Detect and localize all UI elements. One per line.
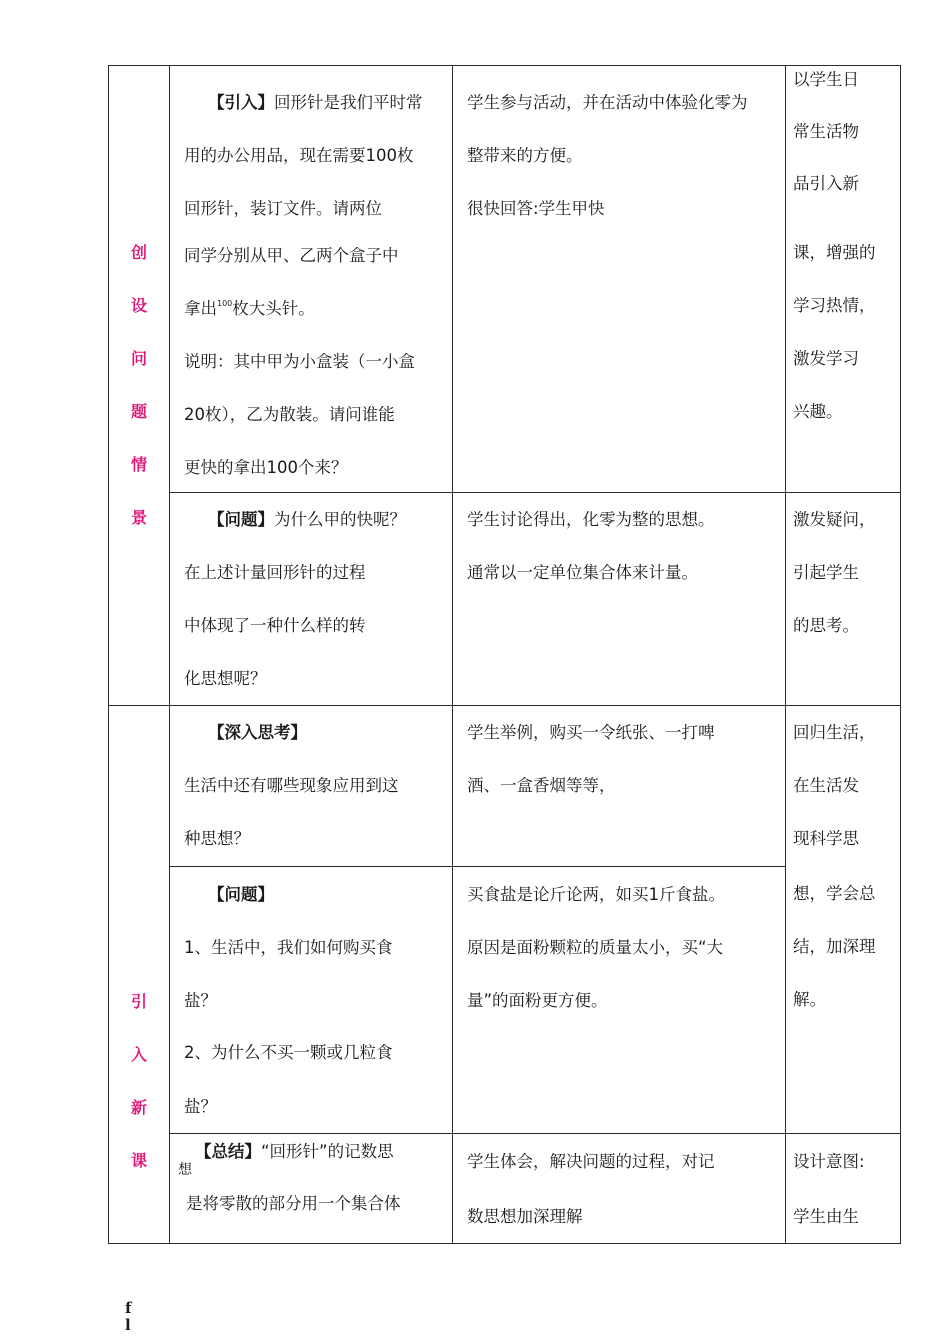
student-activity [467,885,725,1021]
student-cell-deep-thinking [453,706,786,867]
summary-content [178,1142,401,1224]
footer-char: l [125,1316,131,1334]
intro-line: 20枚），乙为散装。请问谁能 [184,405,395,424]
content-cell-intro [170,66,453,493]
summary-tag: 【总结】 [195,1142,261,1161]
intent-line: 现科学思 [793,829,859,848]
intro-line: 回形针是我们平时常 [274,93,423,112]
student-cell-summary [453,1134,786,1244]
student-line: 学生参与活动，并在活动中体验化零为 [467,93,748,112]
intent-line: 的思考。 [793,616,859,635]
student-line: 买食盐是论斤论两，如买1斤食盐。 [467,885,725,904]
salt-question-line: 盐？ [184,1097,217,1116]
intent-cell-intro [786,66,901,493]
design-intent [793,70,876,432]
intent-line: 结，加深理 [793,937,876,956]
stage-char: 课 [130,1151,147,1170]
student-cell-intro [453,66,786,493]
deep-thinking-line: 种思想？ [184,829,250,848]
student-line: 酒、一盒香烟等等， [467,776,616,795]
salt-question-line: 1、生活中，我们如何购买食 [184,938,393,957]
question-line: 为什么甲的快呢？ [274,510,406,529]
deep-thinking-line: 生活中还有哪些现象应用到这 [184,776,399,795]
student-line: 学生讨论得出，化零为整的思想。 [467,510,715,529]
intro-line: 拿出 [184,299,217,318]
content-cell-salt-question [170,867,453,1134]
question-content [184,510,406,699]
deep-thinking-content [184,723,399,859]
intro-line: 说明：其中甲为小盒装（一小盒 [184,352,415,371]
summary-line: 是将零散的部分用一个集合体 [186,1194,401,1213]
intent-line: 课，增强的 [793,243,876,262]
content-cell-summary [170,1134,453,1244]
intent-cell-deep-thinking [786,706,901,1134]
intent-line: 学生由生 [793,1207,859,1226]
student-line: 数思想加深理解 [467,1207,583,1226]
intent-line: 常生活物 [793,122,859,141]
stage-char: 景 [130,508,147,527]
stage-char: 设 [130,296,147,315]
student-line: 学生举例，购买一令纸张、一打啤 [467,723,715,742]
stage-char: 题 [130,402,147,421]
student-cell-question [453,493,786,706]
student-line: 整带来的方便。 [467,146,583,165]
stage-cell-new-lesson [109,706,170,1244]
intent-line: 设计意图: [793,1152,865,1171]
intent-line: 激发疑问， [793,510,876,529]
design-intent [793,1152,865,1237]
salt-question-line: 盐？ [184,991,217,1010]
intro-superscript: 100 [217,299,233,308]
intent-cell-question [786,493,901,706]
intent-line: 解。 [793,990,826,1009]
intent-line: 在生活发 [793,776,859,795]
intro-line: 更快的拿出100个来？ [184,458,348,477]
salt-question-tag: 【问题】 [208,885,274,904]
intent-line: 引起学生 [793,563,859,582]
stage-char: 创 [130,243,147,262]
stage-label-new-lesson [109,992,169,1204]
student-activity [467,510,715,593]
intent-line: 学习热情， [793,296,876,315]
intent-line: 品引入新 [793,174,859,193]
stage-label-create-scene [109,243,169,561]
question-line: 在上述计量回形针的过程 [184,563,366,582]
footer-mark [125,1300,131,1334]
lesson-plan-table [108,65,901,1244]
design-intent [793,723,876,1020]
stage-char: 入 [130,1045,147,1064]
student-cell-salt-question [453,867,786,1134]
summary-line: “回形针”的记数思 [261,1142,394,1161]
question-line: 中体现了一种什么样的转 [184,616,366,635]
intent-line: 以学生日 [793,70,859,89]
summary-line: 想 [178,1162,192,1178]
content-cell-deep-thinking [170,706,453,867]
intent-line: 激发学习 [793,349,859,368]
salt-question-line: 2、为什么不买一颗或几粒食 [184,1043,393,1062]
stage-cell-create-scene [109,66,170,706]
intro-line: 用的办公用品，现在需要100枚 [184,146,414,165]
intro-line: 回形针，装订文件。请两位 [184,199,382,218]
intro-tag: 【引入】 [208,93,274,112]
deep-thinking-tag: 【深入思考】 [208,723,307,742]
content-cell-question [170,493,453,706]
intent-cell-summary [786,1134,901,1244]
stage-char: 情 [130,455,147,474]
question-line: 化思想呢？ [184,669,267,688]
student-line: 量”的面粉更方便。 [467,991,608,1010]
student-line: 很快回答:学生甲快 [467,199,605,218]
student-activity [467,93,748,229]
intro-line: 同学分别从甲、乙两个盒子中 [184,246,399,265]
student-line: 学生体会，解决问题的过程，对记 [467,1152,715,1171]
student-line: 原因是面粉颗粒的质量太小，买“大 [467,938,724,957]
intent-line: 兴趣。 [793,402,843,421]
intro-content [184,93,423,488]
intent-line: 回归生活， [793,723,876,742]
question-tag: 【问题】 [208,510,274,529]
stage-char: 新 [130,1098,147,1117]
stage-char: 问 [130,349,147,368]
student-activity [467,723,715,806]
stage-char: 引 [130,992,147,1011]
student-activity [467,1152,715,1237]
intent-line: 想，学会总 [793,884,876,903]
design-intent [793,510,876,646]
footer-char: f [125,1299,132,1317]
salt-question-content [184,885,393,1127]
student-line: 通常以一定单位集合体来计量。 [467,563,698,582]
intro-line: 枚大头针。 [232,299,315,318]
